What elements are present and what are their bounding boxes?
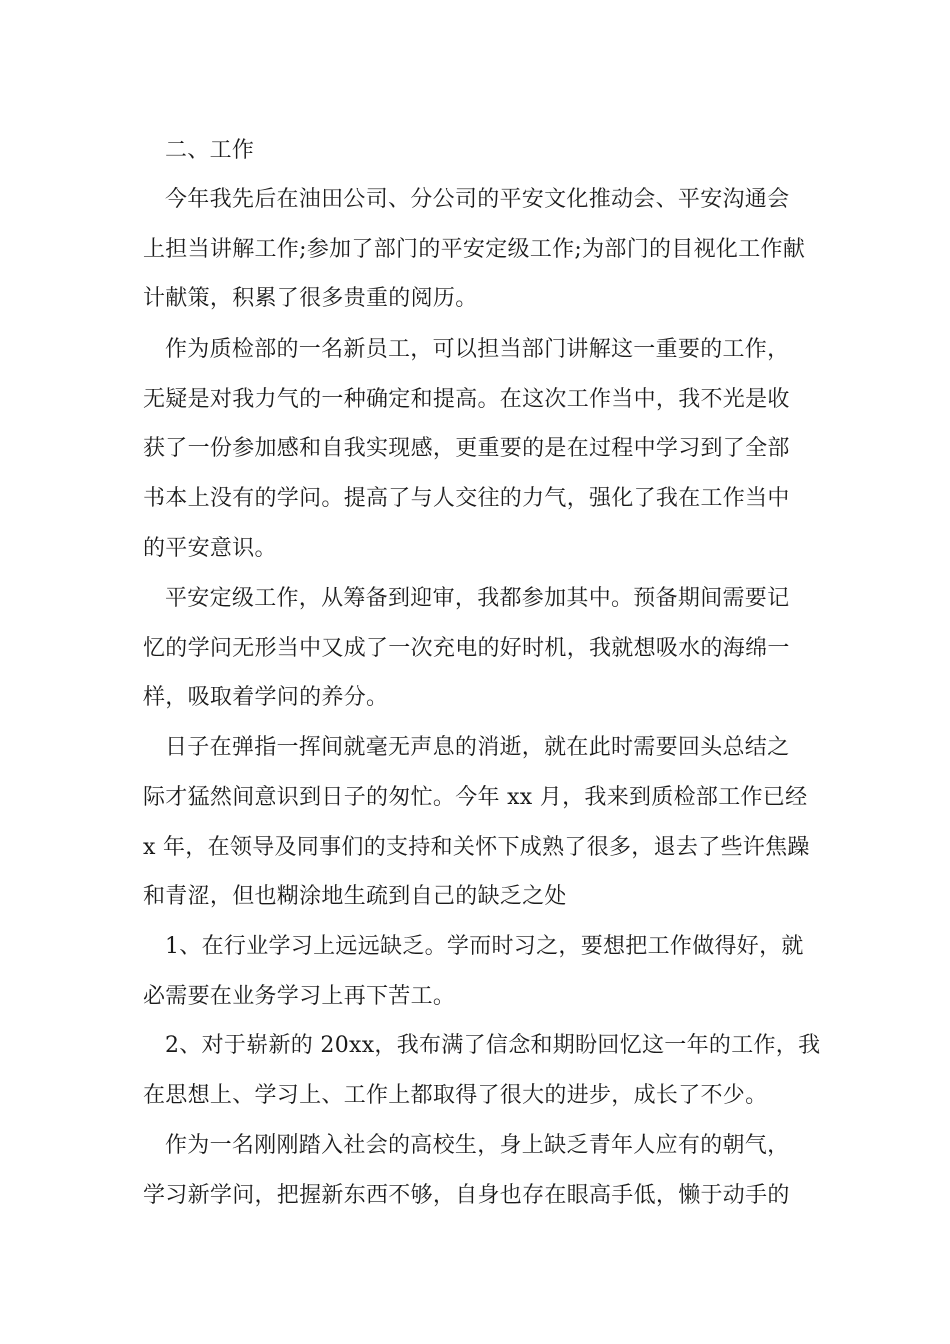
paragraph-line: 际才猛然间意识到日子的匆忙。今年 xx 月，我来到质检部工作已经 <box>143 785 808 810</box>
paragraph-line: 样，吸取着学问的养分。 <box>143 685 389 710</box>
section-heading: 二、工作 <box>165 138 255 163</box>
paragraph-line: 日子在弹指一挥间就毫无声息的消逝，就在此时需要回头总结之 <box>165 735 790 760</box>
paragraph-line: x 年，在领导及同事们的支持和关怀下成熟了很多，退去了些许焦躁 <box>143 835 810 860</box>
paragraph-line: 必需要在业务学习上再下苦工。 <box>143 984 456 1009</box>
paragraph-line: 的平安意识。 <box>143 536 277 561</box>
paragraph-line: 学习新学问，把握新东西不够，自身也存在眼高手低，懒于动手的 <box>143 1183 790 1208</box>
paragraph-line: 上担当讲解工作;参加了部门的平安定级工作;为部门的目视化工作献 <box>143 237 806 262</box>
paragraph-line: 计献策，积累了很多贵重的阅历。 <box>143 286 478 311</box>
paragraph-line: 作为质检部的一名新员工，可以担当部门讲解这一重要的工作， <box>165 337 790 362</box>
paragraph-line: 作为一名刚刚踏入社会的高校生，身上缺乏青年人应有的朝气， <box>165 1133 790 1158</box>
paragraph-line: 获了一份参加感和自我实现感，更重要的是在过程中学习到了全部 <box>143 436 790 461</box>
list-item-1: 1、在行业学习上远远缺乏。学而时习之，要想把工作做得好，就 <box>165 934 804 959</box>
paragraph-line: 在思想上、学习上、工作上都取得了很大的进步，成长了不少。 <box>143 1083 768 1108</box>
paragraph-line: 书本上没有的学问。提高了与人交往的力气，强化了我在工作当中 <box>143 486 790 511</box>
paragraph-line: 今年我先后在油田公司、分公司的平安文化推动会、平安沟通会 <box>165 187 790 212</box>
paragraph-line: 忆的学问无形当中又成了一次充电的好时机，我就想吸水的海绵一 <box>143 636 790 661</box>
paragraph-line: 和青涩，但也糊涂地生疏到自己的缺乏之处 <box>143 884 567 909</box>
paragraph-line: 无疑是对我力气的一种确定和提高。在这次工作当中，我不光是收 <box>143 387 790 412</box>
paragraph-line: 平安定级工作，从筹备到迎审，我都参加其中。预备期间需要记 <box>165 586 790 611</box>
list-item-2: 2、对于崭新的 20xx，我布满了信念和期盼回忆这一年的工作，我 <box>165 1033 821 1058</box>
